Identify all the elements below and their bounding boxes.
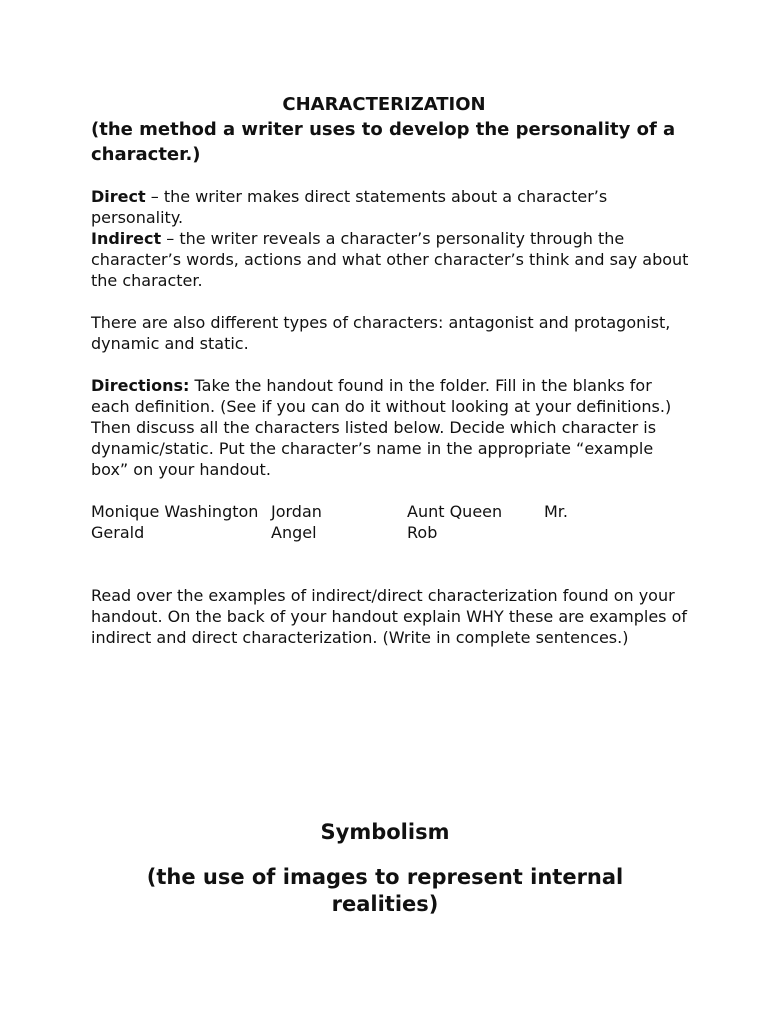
direct-definition (91, 186, 691, 228)
characterization-subtitle: (the method a writer uses to develop the personality of a character.) (91, 119, 676, 165)
character-name (544, 522, 664, 543)
symbolism-title: Symbolism (320, 820, 450, 844)
character-name: Aunt Queen (407, 502, 503, 521)
directions-paragraph (91, 375, 691, 480)
symbolism-subtitle: (the use of images to represent internal realities) (146, 865, 624, 916)
character-name: Monique Washington (91, 502, 259, 521)
directions-term: Directions: (91, 376, 190, 395)
characterization-title: CHARACTERIZATION (282, 94, 486, 115)
character-name: Jordan (271, 502, 322, 521)
character-name: Mr. (544, 502, 568, 521)
directions-text: Take the handout found in the folder. Fill in the blanks for each definition. (See if you can do it without looking at your definitions.) Then discuss all the characters listed below. Decide which character is dynamic/static. Put the character’s name in the appropriate “example box” on your handout. (91, 376, 672, 479)
character-types-paragraph: There are also different types of characters: antagonist and protagonist, dynamic and static. (91, 313, 671, 353)
character-names-list (91, 501, 691, 543)
character-name: Angel (271, 523, 317, 542)
indirect-term: Indirect (91, 229, 162, 248)
indirect-definition (91, 228, 691, 291)
characterization-section (91, 92, 691, 648)
direct-text: – the writer makes direct statements about a character’s personality. (91, 187, 608, 227)
indirect-text: – the writer reveals a character’s personality through the character’s words, actions and what other character’s think and say about the character. (91, 229, 689, 290)
character-name: Rob (407, 523, 438, 542)
read-over-paragraph: Read over the examples of indirect/direct characterization found on your handout. On the back of your handout explain WHY these are examples of indirect and direct characterization. (Write in complete sentences.) (91, 586, 688, 647)
character-name: Gerald (91, 523, 145, 542)
direct-term: Direct (91, 187, 146, 206)
